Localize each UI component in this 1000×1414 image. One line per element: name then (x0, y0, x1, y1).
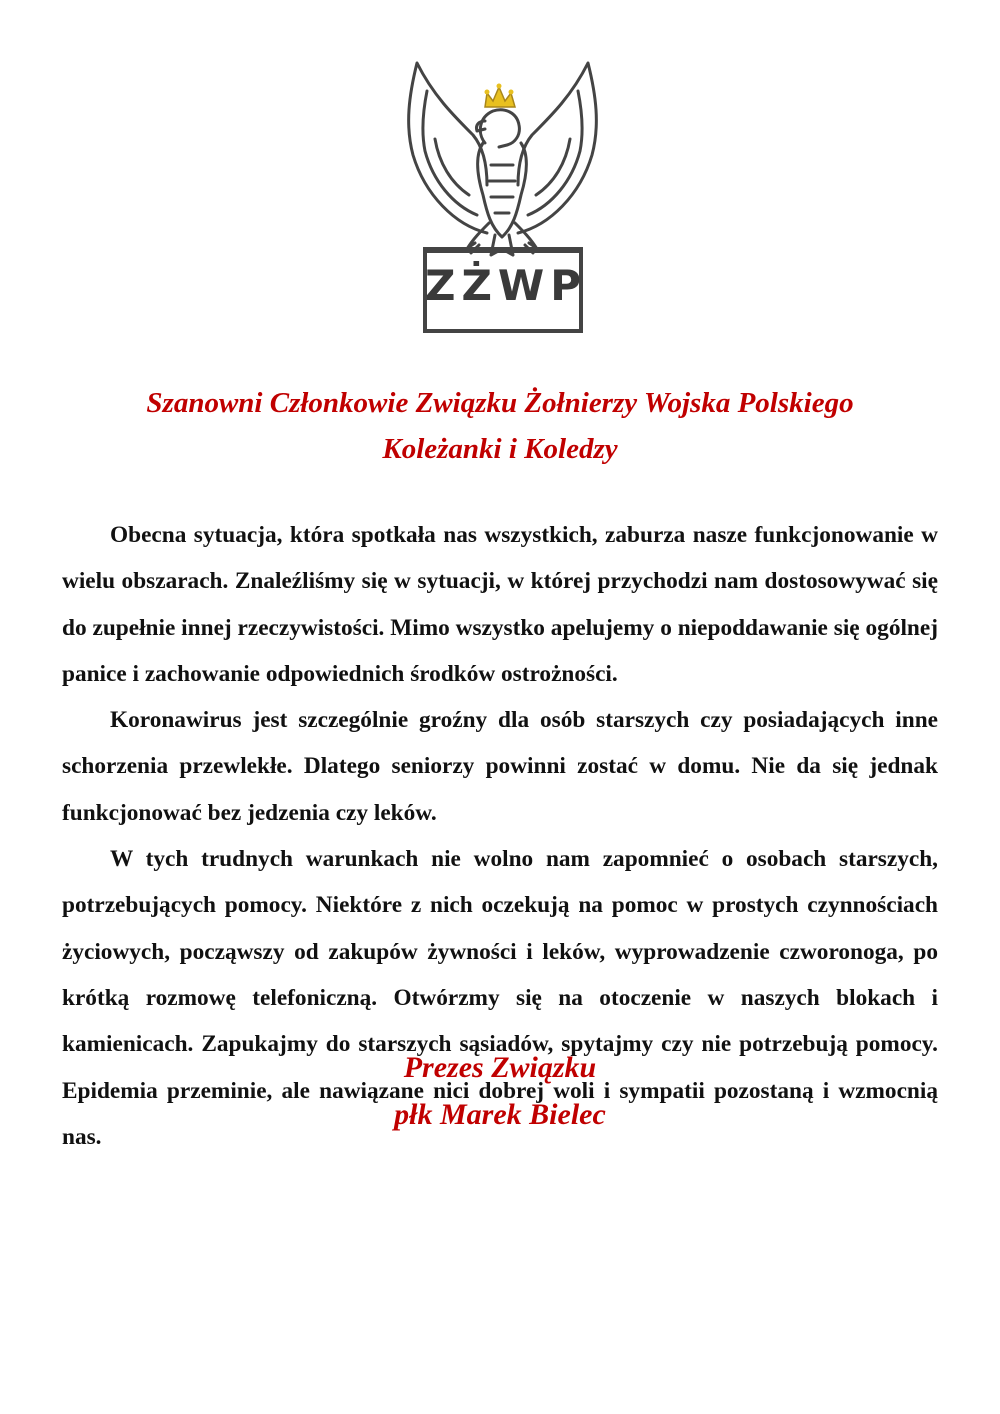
paragraph-2: Koronawirus jest szczególnie groźny dla osób starszych czy posiadających inne schorzenia przewlekłe. Dlatego seniorzy powinni zostać w domu. Nie da się jednak funkcjonować bez jedzenia czy leków. (62, 707, 938, 826)
signature (0, 1044, 1000, 1138)
paragraph-3: W tych trudnych warunkach nie wolno nam zapomnieć o osobach starszych, potrzebujących pomocy. Niektóre z nich oczekują na pomoc w prostych czynnościach życiowych, począwszy od zakupów żywności i leków, wyprowadzenie czworonoga, po krótką rozmowę telefoniczną. Otwórzmy się na otoczenie w naszych blokach i kamienicach. Zapukajmy do starszych sąsiadów, spytajmy czy nie potrzebują pomocy. Epidemia przeminie, ale nawiązane nici dobrej woli i sympatii pozostaną i wzmocnią nas. (62, 846, 938, 1150)
greeting-line-1: Szanowni Członkowie Związku Żołnierzy Wojska Polskiego (146, 387, 854, 419)
signature-title: Prezes Związku (403, 1051, 597, 1084)
logo-text: ZŻWP (425, 261, 588, 310)
zzwp-logo (395, 55, 610, 340)
paragraph-1: Obecna sytuacja, która spotkała nas wszystkich, zaburza nasze funkcjonowanie w wielu obszarach. Znaleźliśmy się w sytuacji, w której przychodzi nam dostosowywać się do zupełnie innej rzeczywistości. Mimo wszystko apelujemy o niepoddawanie się ogólnej panice i zachowanie odpowiednich środków ostrożności. (62, 522, 938, 687)
greeting-line-2: Koleżanki i Koledzy (382, 433, 618, 465)
signature-name: płk Marek Bielec (394, 1098, 606, 1131)
greeting (0, 380, 1000, 472)
crown-icon (485, 84, 516, 108)
